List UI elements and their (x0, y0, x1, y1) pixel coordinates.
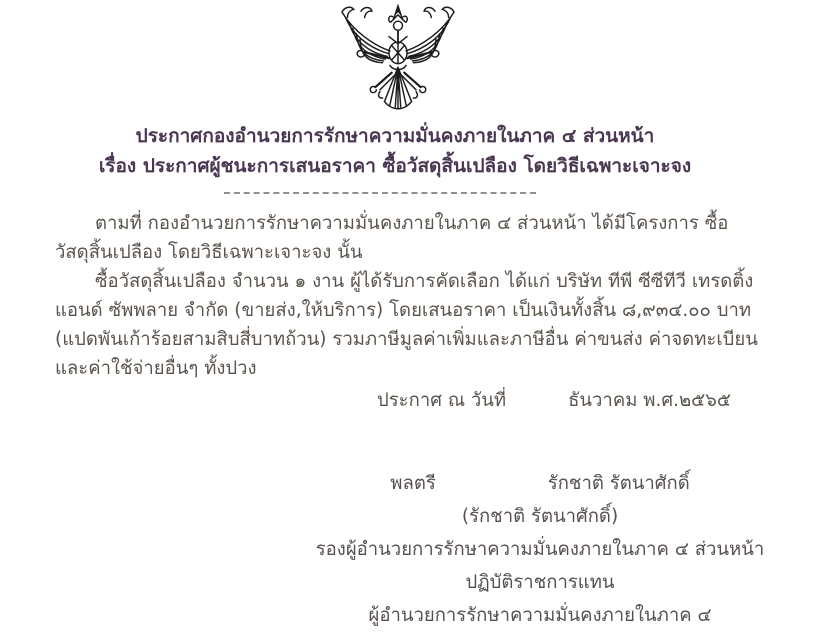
announcement-date-line (377, 386, 731, 415)
signer-acting-for: ปฏิบัติราชการแทน (465, 572, 615, 593)
title-line-1: ประกาศกองอำนวยการรักษาความมั่นคงภายในภาค ๔ ส่วนหน้า (135, 125, 655, 147)
signature-block (300, 472, 780, 637)
document-title (0, 121, 790, 181)
date-month-year: ธันวาคม พ.ศ.๒๕๖๕ (568, 390, 731, 411)
signer-rank: พลตรี (390, 473, 436, 494)
garuda-emblem-icon (330, 4, 466, 116)
signer-printed-name: (รักชาติ รัตนาศักดิ์) (461, 506, 619, 527)
signature-rank-name-row (300, 472, 780, 496)
signer-position-line-1: รองผู้อำนวยการรักษาความมั่นคงภายในภาค ๔ ส่วนหน้า (315, 539, 765, 560)
signer-position-line-2: ผู้อำนวยการรักษาความมั่นคงภายในภาค ๔ (368, 605, 712, 626)
dashed-divider (224, 192, 536, 194)
body-paragraph-1: ตามที่ กองอำนวยการรักษาความมั่นคงภายในภาค ๔ ส่วนหน้า ได้มีโครงการ ซื้อวัสดุสิ้นเปลือง โดยวิธีเฉพาะเจาะจง นั้น (55, 213, 729, 263)
document-body (55, 209, 761, 383)
date-prefix: ประกาศ ณ วันที่ (377, 390, 507, 411)
body-paragraph-2: ซื้อวัสดุสิ้นเปลือง จำนวน ๑ งาน ผู้ได้รับการคัดเลือก ได้แก่ บริษัท ทีพี ซีซีทีวี เทรดติ้ง แอนด์ ซัพพลาย จำกัด (ขายส่ง,ให้บริการ) โดยเสนอราคา เป็นเงินทั้งสิ้น ๘,๙๓๔.๐๐ บาท (แปดพันเก้าร้อยสามสิบสี่บาทถ้วน) รวมภาษีมูลค่าเพิ่มและภาษีอื่น ค่าขนส่ง ค่าจดทะเบียน และค่าใช้จ่ายอื่นๆ ทั้งปวง (55, 271, 758, 379)
signer-signed-name: รักชาติ รัตนาศักดิ์ (547, 473, 690, 494)
title-line-2: เรื่อง ประกาศผู้ชนะการเสนอราคา ซื้อวัสดุสิ้นเปลือง โดยวิธีเฉพาะเจาะจง (98, 155, 692, 177)
